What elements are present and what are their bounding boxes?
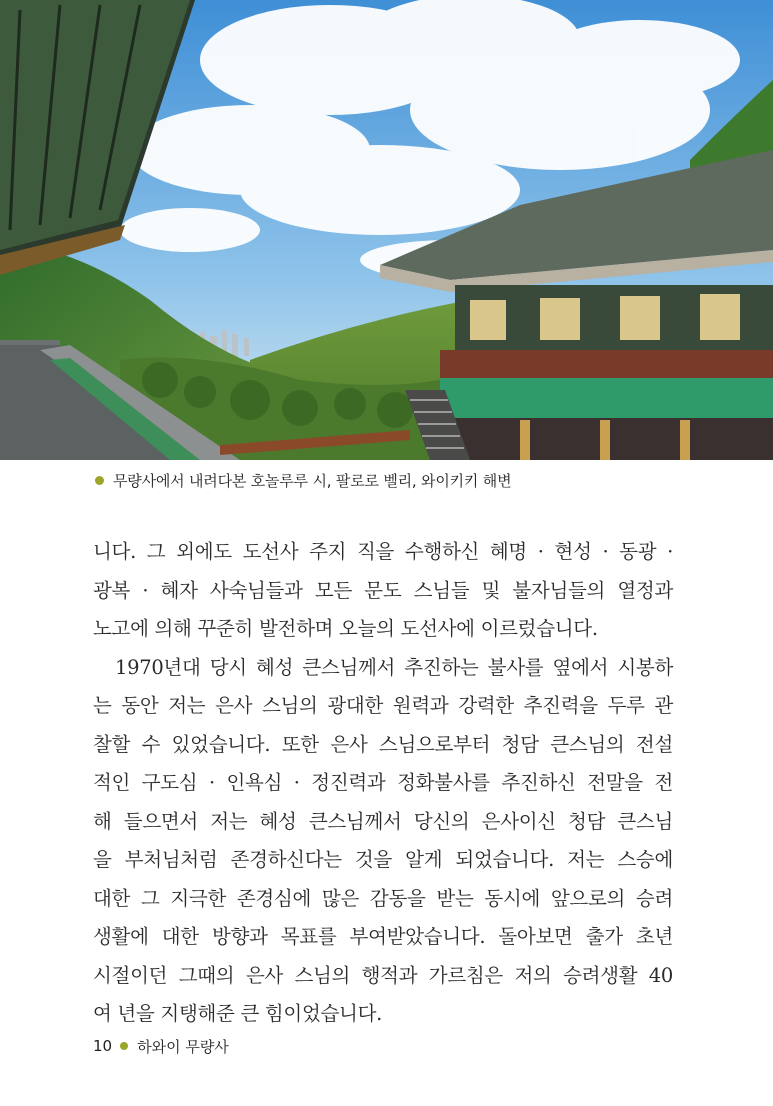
bullet-dot-icon [95,476,104,485]
text-line: 대한 그 지극한 존경심에 많은 감동을 받는 동시에 앞으로의 승려 [93,886,673,910]
body-text [93,533,673,1034]
page-number: 10 [93,1037,113,1055]
text-line: 광복 · 혜자 사숙님들과 모든 문도 스님들 및 불자님들의 열정과 [93,578,673,602]
caption-text: 무량사에서 내려다본 호놀루루 시, 팔로로 벨리, 와이키키 해변 [113,471,512,490]
text-line: 시절이던 그때의 은사 스님의 행적과 가르침은 저의 승려생활 40 [93,963,673,987]
text-line: 을 부처님처럼 존경하신다는 것을 알게 되었습니다. 저는 스승에 [93,848,673,871]
text-line: 는 동안 저는 은사 스님의 광대한 원력과 강력한 추진력을 두루 관 [93,694,673,717]
text-line: 1970년대 당시 혜성 큰스님께서 추진하는 불사를 옆에서 시봉하 [115,655,673,679]
text-line: 여 년을 지탱해준 큰 힘이었습니다. [93,1002,383,1025]
text-line: 찰할 수 있었습니다. 또한 은사 스님으로부터 청담 큰스님의 전설 [93,732,673,756]
text-line: 해 들으면서 저는 혜성 큰스님께서 당신의 은사이신 청담 큰스님 [93,809,673,833]
book-title: 하와이 무량사 [137,1037,229,1056]
temple-photo [0,0,773,460]
bullet-dot-icon [120,1042,128,1050]
text-line: 노고에 의해 꾸준히 발전하며 오늘의 도선사에 이르렀습니다. [93,617,598,640]
temple-landscape-photo-icon [0,0,773,460]
photo-caption [95,466,511,494]
text-line: 니다. 그 외에도 도선사 주지 직을 수행하신 혜명 · 현성 · 동광 · [93,540,673,563]
text-line: 생활에 대한 방향과 목표를 부여받았습니다. 돌아보면 출가 초년 [93,925,673,948]
text-line: 적인 구도심 · 인욕심 · 정진력과 정화불사를 추진하신 전말을 전 [93,771,673,794]
page-footer [93,1034,229,1058]
